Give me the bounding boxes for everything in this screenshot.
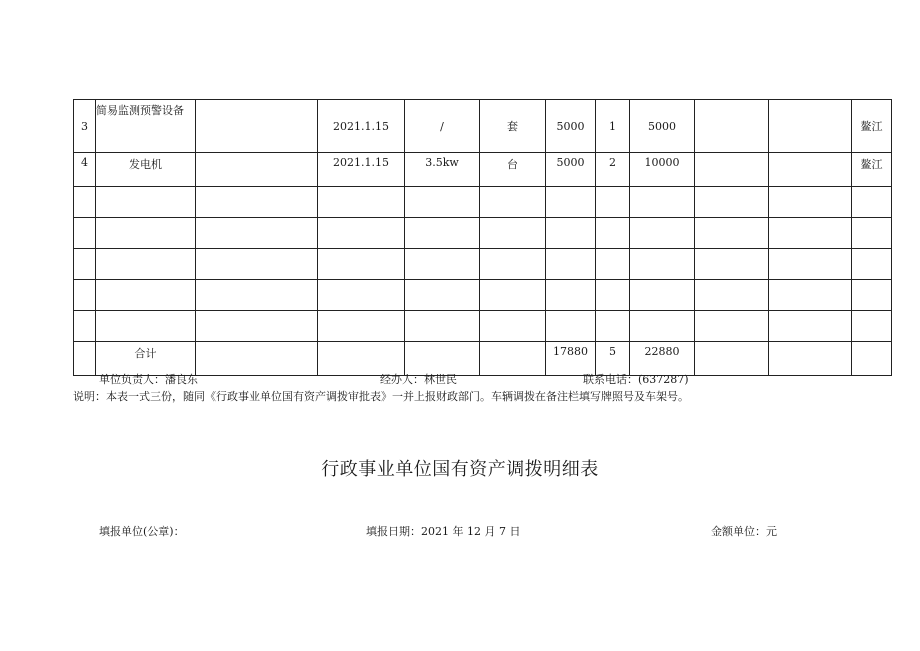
unit-price: 5000	[546, 100, 596, 153]
acquire-date: 2021.1.15	[318, 153, 405, 187]
empty-row	[74, 280, 892, 311]
cell-blank	[695, 100, 769, 153]
report-date: 填报日期：2021 年 12 月 7 日	[366, 525, 521, 538]
total-quantity: 5	[596, 342, 630, 376]
location: 鳌江	[852, 100, 892, 153]
empty-row	[74, 311, 892, 342]
currency-unit: 金额单位：元	[711, 525, 777, 538]
asset-spec	[196, 153, 318, 187]
asset-spec	[196, 100, 318, 153]
asset-model: 3.5kw	[405, 153, 480, 187]
table-row	[74, 100, 892, 153]
asset-name: 简易监测预警设备	[96, 100, 196, 153]
location: 鳌江	[852, 153, 892, 187]
empty-row	[74, 249, 892, 280]
amount: 5000	[630, 100, 695, 153]
asset-transfer-table	[73, 99, 892, 376]
quantity: 1	[596, 100, 630, 153]
asset-name: 发电机	[96, 153, 196, 187]
asset-model: /	[405, 100, 480, 153]
cell-blank	[769, 100, 852, 153]
acquire-date: 2021.1.15	[318, 100, 405, 153]
row-number: 3	[74, 100, 96, 153]
amount: 10000	[630, 153, 695, 187]
responsible-person: 单位负责人：潘良东	[99, 373, 198, 386]
cell-blank	[769, 153, 852, 187]
form-note: 说明：本表一式三份，随同《行政事业单位国有资产调拨审批表》一并上报财政部门。车辆调拨在备注栏填写牌照号及车架号。	[73, 390, 689, 403]
table-row	[74, 153, 892, 187]
empty-row	[74, 187, 892, 218]
handler: 经办人：林世民	[380, 373, 457, 386]
empty-row	[74, 218, 892, 249]
contact-phone: 联系电话：(637287)	[583, 373, 689, 386]
row-number: 4	[74, 153, 96, 187]
quantity: 2	[596, 153, 630, 187]
reporting-unit-label: 填报单位(公章)：	[99, 525, 185, 538]
cell-blank	[695, 153, 769, 187]
total-price: 17880	[546, 342, 596, 376]
asset-unit: 台	[480, 153, 546, 187]
asset-unit: 套	[480, 100, 546, 153]
unit-price: 5000	[546, 153, 596, 187]
total-amount: 22880	[630, 342, 695, 376]
page-title: 行政事业单位国有资产调拨明细表	[321, 459, 599, 480]
total-label: 合计	[96, 342, 196, 376]
